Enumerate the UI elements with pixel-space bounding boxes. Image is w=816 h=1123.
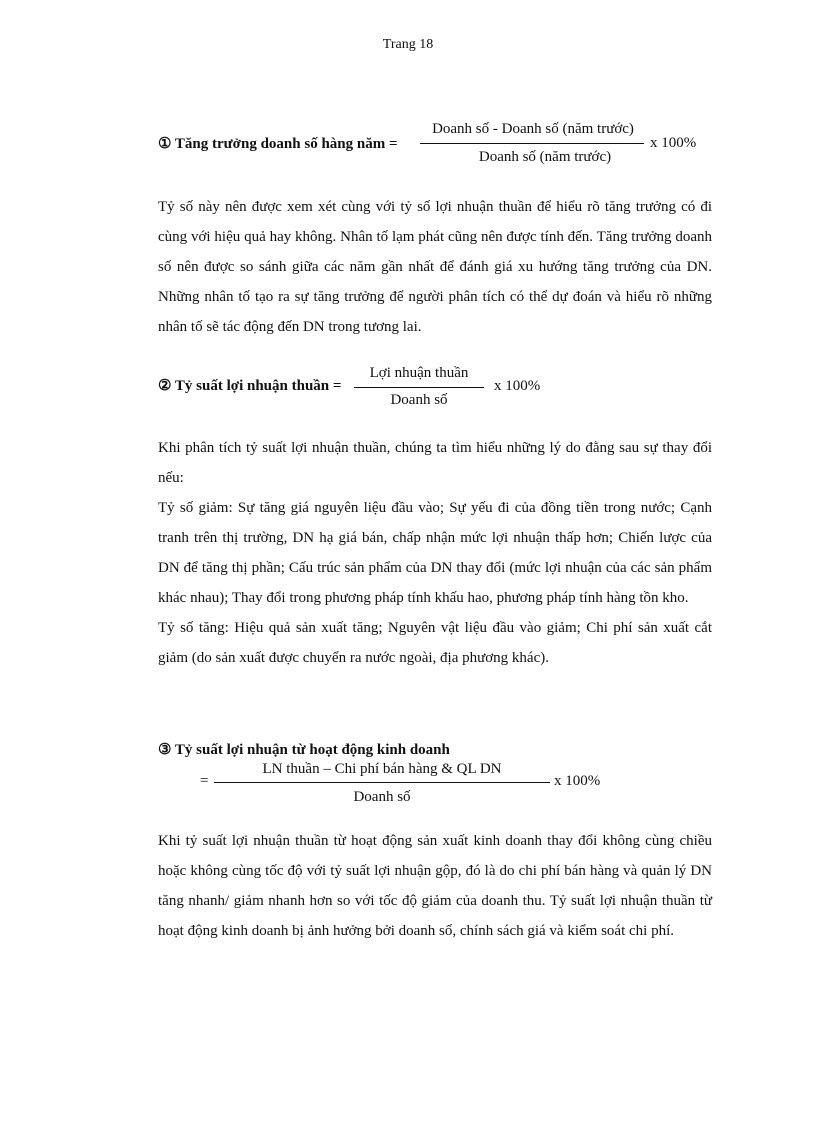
formula-3-denominator: Doanh số bbox=[353, 789, 411, 805]
paragraph-1-text: Tỷ số này nên được xem xét cùng với tỷ số lợi nhuận thuần để hiểu rõ tăng trưởng có đi cùng với hiệu quả hay không. Nhân tố lạm phát cũng nên được tính đến. Tăng trưởng doanh số nên được so sánh giữa các năm gần nhất để đánh giá xu hướng tăng trưởng của DN. Những nhân tố tạo ra sự tăng trưởng để người phân tích có thể dự đoán và hiểu rõ những nhân tố sẽ tác động đến DN trong tương lai. bbox=[158, 199, 712, 335]
formula-2-denominator: Doanh số bbox=[390, 392, 448, 408]
formula-3-multiplier: x 100% bbox=[554, 773, 601, 789]
formula-2-fraction-bar bbox=[354, 387, 484, 388]
formula-3-label: ③ Tỷ suất lợi nhuận từ hoạt động kinh doanh bbox=[158, 742, 450, 758]
formula-1-multiplier: x 100% bbox=[650, 135, 697, 151]
formula-1-denominator: Doanh số (năm trước) bbox=[478, 149, 612, 165]
paragraph-sales-growth bbox=[158, 192, 712, 342]
formula-2-numerator: Lợi nhuận thuần bbox=[369, 365, 469, 381]
formula-3-equals: = bbox=[200, 773, 209, 789]
formula-2-label: ② Tỷ suất lợi nhuận thuần = bbox=[158, 378, 342, 394]
paragraph-3-text: Khi tỷ suất lợi nhuận thuần từ hoạt động sản xuất kinh doanh thay đổi không cùng chiều hoặc không cùng tốc độ với tỷ suất lợi nhuận gộp, đó là do chi phí bán hàng và quản lý DN tăng nhanh/ giảm nhanh hơn so với tốc độ giảm của doanh thu. Tỷ suất lợi nhuận thuần từ hoạt động kinh doanh bị ảnh hưởng bởi doanh số, chính sách giá và kiểm soát chi phí. bbox=[158, 833, 712, 939]
paragraph-net-profit-margin bbox=[158, 433, 712, 673]
formula-3-numerator: LN thuần – Chi phí bán hàng & QL DN bbox=[262, 761, 502, 777]
paragraph-operating-profit-margin bbox=[158, 826, 712, 946]
formula-2-multiplier: x 100% bbox=[494, 378, 541, 394]
paragraph-2-increase: Tỷ số tăng: Hiệu quả sản xuất tăng; Nguyên vật liệu đầu vào giảm; Chi phí sản xuất cắt giảm (do sản xuất được chuyển ra nước ngoài, địa phương khác). bbox=[158, 620, 712, 666]
formula-3-fraction-bar bbox=[214, 782, 550, 783]
paragraph-2-decrease: Tỷ số giảm: Sự tăng giá nguyên liệu đầu vào; Sự yếu đi của đồng tiền trong nước; Cạnh tranh trên thị trường, DN hạ giá bán, chấp nhận mức lợi nhuận thấp hơn; Chiến lược của DN để tăng thị phần; Cấu trúc sản phẩm của DN thay đổi (mức lợi nhuận của các sản phẩm khác nhau); Thay đổi trong phương pháp tính khấu hao, phương pháp tính hàng tồn kho. bbox=[158, 500, 712, 606]
page-number: Trang 18 bbox=[382, 37, 434, 52]
paragraph-2-intro: Khi phân tích tỷ suất lợi nhuận thuần, chúng ta tìm hiểu những lý do đằng sau sự thay đổi nếu: bbox=[158, 440, 712, 486]
formula-1-fraction-bar bbox=[420, 143, 644, 144]
formula-1-label: ① Tăng trưởng doanh số hàng năm = bbox=[158, 136, 398, 152]
formula-1-numerator: Doanh số - Doanh số (năm trước) bbox=[432, 121, 634, 137]
